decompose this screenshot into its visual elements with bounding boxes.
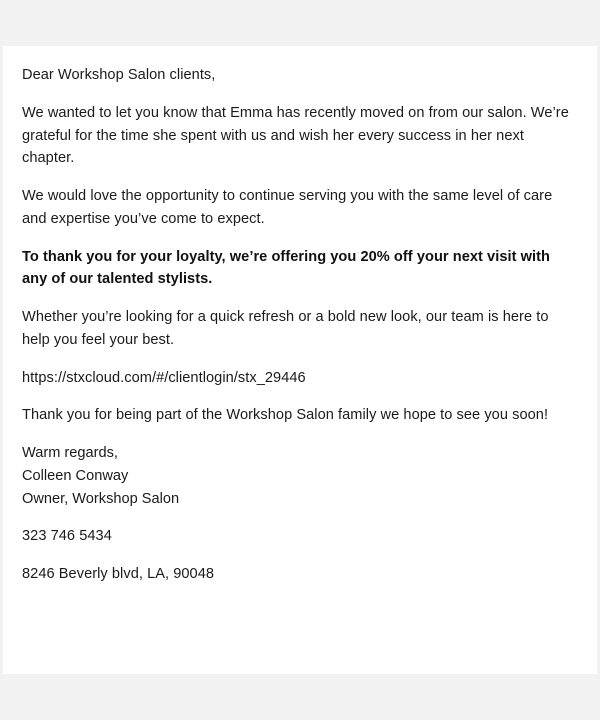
email-body-card — [3, 46, 597, 674]
client-login-link-wrapper — [22, 367, 577, 390]
email-paragraph-1: We wanted to let you know that Emma has recently moved on from our salon. We’re grateful for the time she spent with us and wish her every success in her next chapter. — [22, 104, 569, 167]
sender-phone: 323 746 5434 — [22, 528, 112, 545]
client-login-link[interactable]: https://stxcloud.com/#/clientlogin/stx_29446 — [22, 369, 306, 386]
bottom-spacer — [0, 674, 600, 720]
top-spacer — [0, 0, 600, 46]
sender-title: Owner, Workshop Salon — [22, 490, 180, 507]
sender-name: Colleen Conway — [22, 467, 129, 484]
email-offer-statement: To thank you for your loyalty, we’re offering you 20% off your next visit with any of our talented stylists. — [22, 248, 550, 288]
email-signature — [22, 442, 577, 510]
email-greeting: Dear Workshop Salon clients, — [22, 67, 216, 83]
email-paragraph-3: Whether you’re looking for a quick refresh or a bold new look, our team is here to help you feel your best. — [22, 309, 549, 348]
email-paragraph-2: We would love the opportunity to continue serving you with the same level of care and expertise you’ve come to expect. — [22, 188, 553, 227]
email-paragraph-4: Thank you for being part of the Workshop Salon family we hope to see you soon! — [22, 407, 549, 424]
sender-address: 8246 Beverly blvd, LA, 90048 — [22, 566, 215, 583]
sign-off: Warm regards, — [22, 445, 118, 462]
